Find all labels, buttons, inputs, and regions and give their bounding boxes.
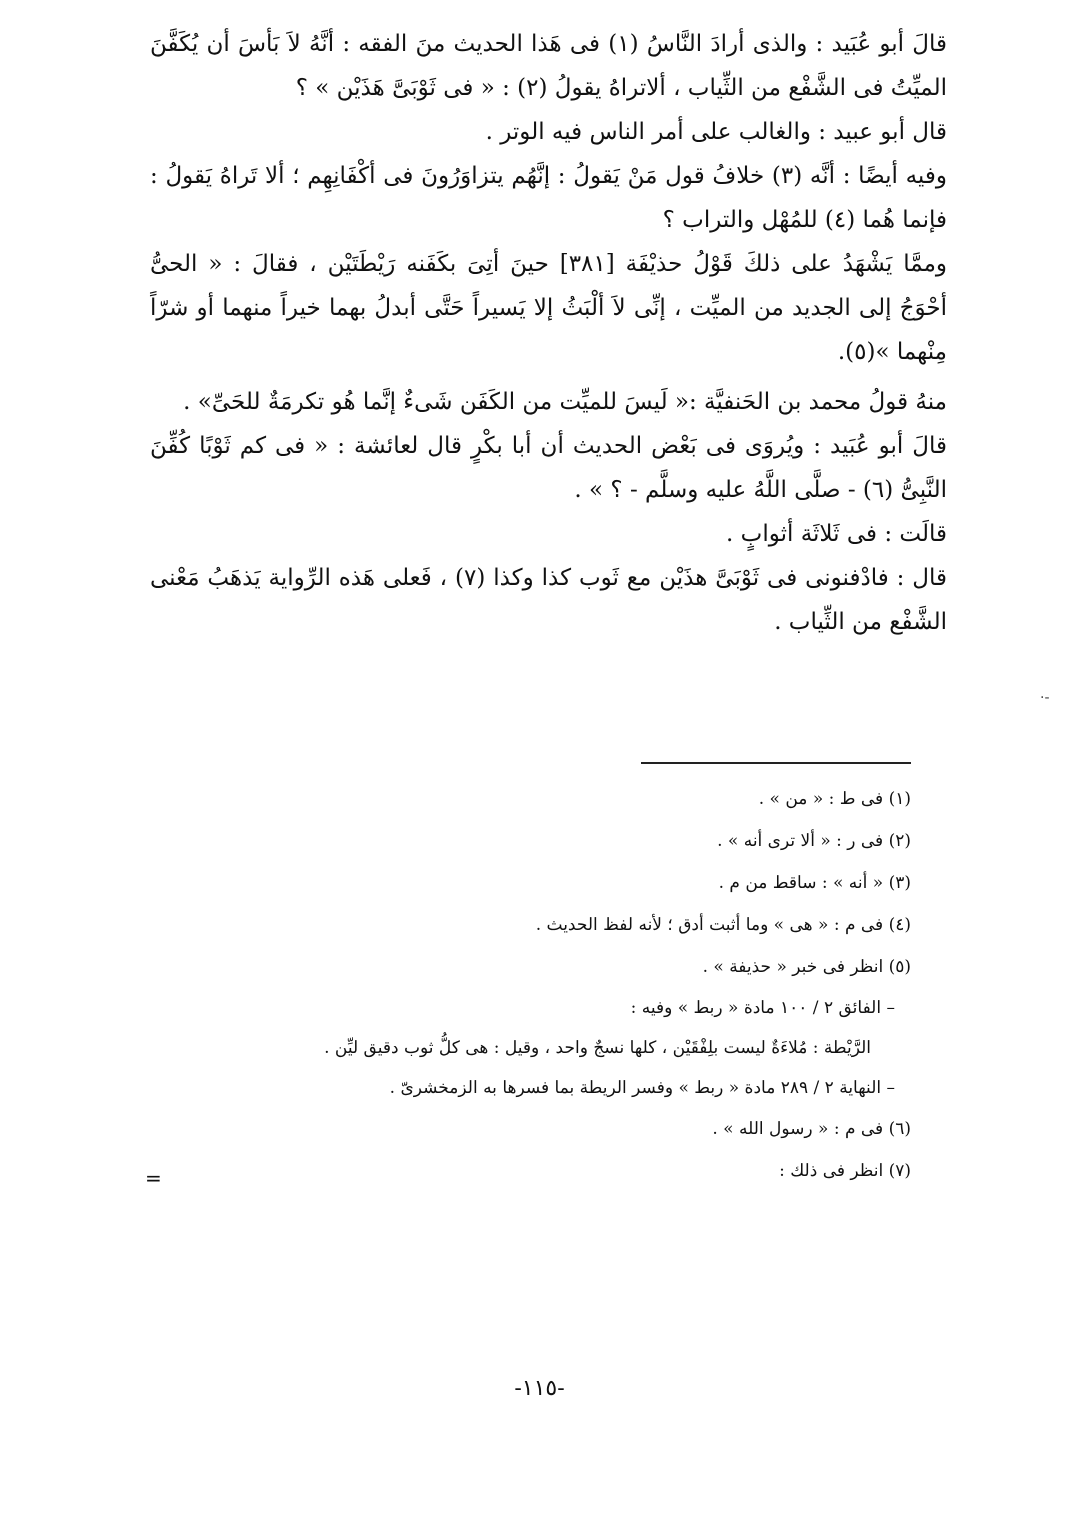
- paragraph: وفيه أيضًا : أنَّه (٣) خلافُ قول مَنْ يَقولُ : إنَّهُم يتزاوَرُونَ فى أكْفَانِهِم ؛ ألا تَراهُ يَقولُ : فإنما هُما (٤) للمُهْل والتراب ؟: [150, 163, 947, 233]
- paragraph: قال أبو عبيد : والغالب على أمر الناس فيه الوتر .: [485, 119, 947, 145]
- main-text: [150, 22, 947, 644]
- scan-mark: ·-: [1040, 690, 1050, 706]
- page-number: -١١٥-: [514, 1376, 565, 1401]
- footnote-line: – الفائق ٢ / ١٠٠ مادة « ربط » وفيه :: [630, 998, 895, 1018]
- footnote-separator: [641, 762, 911, 764]
- footnote: (٢) فى ر : « ألا ترى أنه » .: [717, 831, 911, 851]
- footnote: (٧) انظر فى ذلك :: [779, 1161, 911, 1181]
- paragraph: قالَت : فى ثَلاثَة أثوابٍ .: [726, 521, 947, 547]
- continuation-mark: =: [145, 1166, 162, 1190]
- footnote-line: – النهاية ٢ / ٢٨٩ مادة « ربط » وفسر الريطة بما فسرها به الزمخشرىّ .: [389, 1078, 895, 1098]
- footnote: (٦) فى م : « رسول الله » .: [712, 1119, 911, 1139]
- footnote: (٤) فى م : « هى » وما أثبت أدق ؛ لأنه لفظ الحديث .: [535, 915, 911, 935]
- footnotes: [150, 778, 911, 1192]
- footnote: (٥) انظر فى خبر « حذيفة » .: [702, 957, 911, 977]
- footnote-line: الرَّيْطة : مُلاءَةٌ ليست بلِفْقَيْن ، كلها نسجٌ واحد ، وقيل : هى كلُّ ثوب دقيق ليِّن .: [324, 1038, 871, 1058]
- paragraph: منهُ قولُ محمد بن الحَنفيَّة :« لَيسَ للميِّت من الكَفَن شَىءٌ إنَّما هُو تكرمَةٌ للحَىِّ» .: [183, 389, 947, 415]
- paragraph: قالَ أبو عُبَيد : ويُروَى فى بَعْض الحديث أن أبا بكْرٍ قال لعائشة : « فى كم ثَوْبًا كُفِّنَ النَّبِىُّ (٦) - صلَّى اللَّهُ عليه وسلَّم - ؟ » .: [150, 433, 947, 503]
- footnote: (١) فى ط : « من » .: [758, 789, 911, 809]
- footnote: (٣) « أنه » : ساقط من م .: [718, 873, 911, 893]
- paragraph: وممَّا يَشْهَدُ على ذلكَ قَوْلُ حذيْفَة [٣٨١] حينَ أتِىَ بكَفَنه رَيْطَتَيْن ، فقالَ : « الحىُّ أحْوَجُ إلى الجديد من الميِّت ، إنِّى لاَ ألْبَثُ إلا يَسيراً حَتَّى أبدلُ بهما خيراً منهما أو شرّاً مِنْهما »(٥).: [150, 251, 947, 365]
- paragraph: قال : فادْفنونى فى ثَوْبَىَّ هذَيْن مع ثَوب كذا وكذا (٧) ، فَعلى هَذه الرِّواية يَذهَبُ مَعْنى الشَّفْع من الثِّياب .: [150, 565, 948, 635]
- paragraph: قالَ أبو عُبَيد : والذى أرادَ النَّاسُ (١) فى هَذا الحديث منَ الفقه : أنَّهُ لاَ بَأسَ أن يُكَفَّنَ الميِّتُ فى الشَّفْع من الثِّياب ، ألاتراهُ يقولُ (٢) : « فى ثَوْبَىَّ هَذَيْن » ؟: [150, 31, 947, 101]
